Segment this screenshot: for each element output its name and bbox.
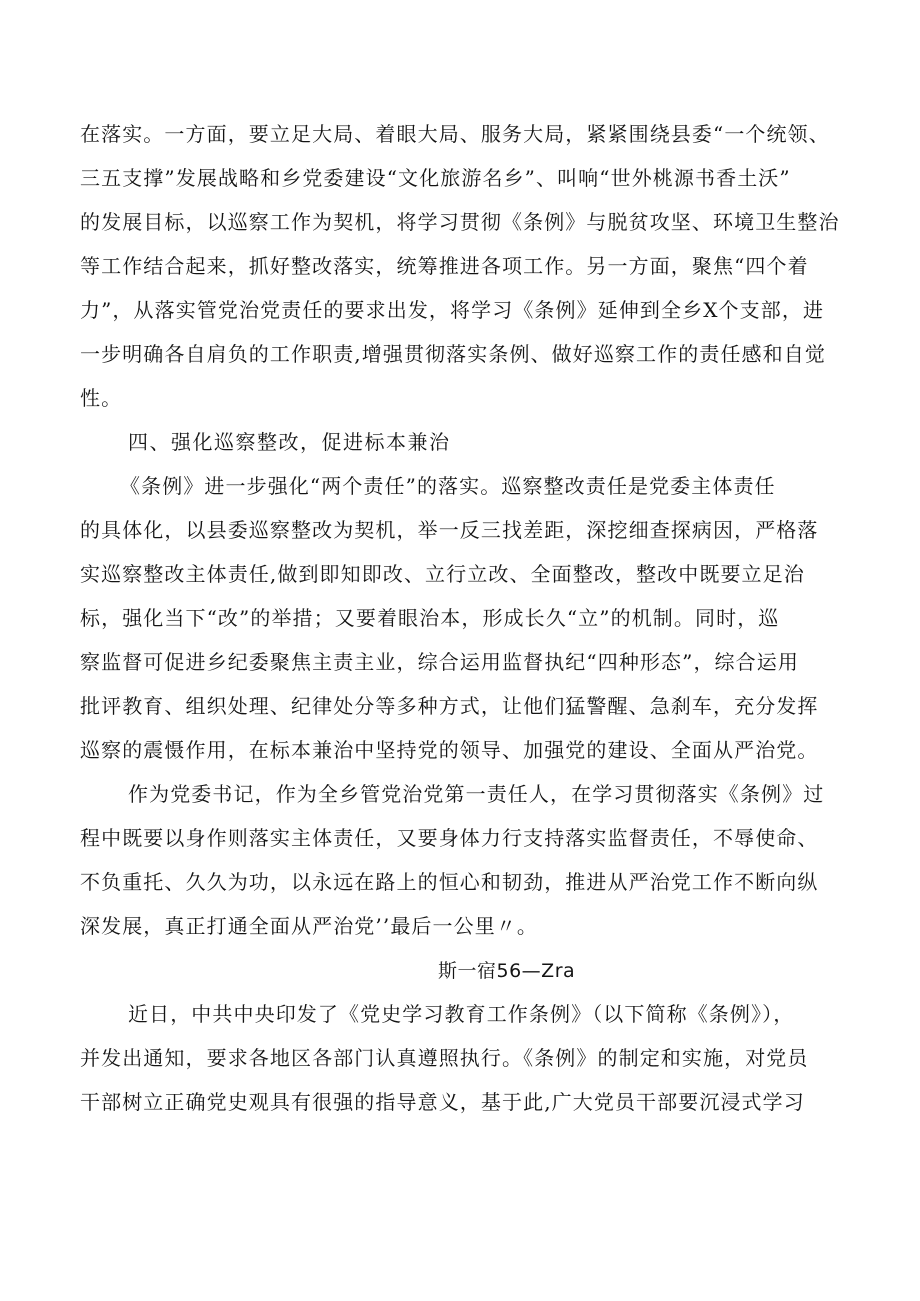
paragraph-line: 性。 [80,386,123,410]
paragraph-line: 的发展目标，以巡察工作为契机，将学习贯彻《条例》与脱贫攻坚、环境卫生整治 [80,210,840,234]
section-divider-label: 斯一宿56—Zra [438,960,576,982]
paragraph-line: 巡察的震慑作用，在标本兼治中坚持党的领导、加强党的建设、全面从严治党。 [80,738,819,762]
paragraph-line: 批评教育、组织处理、纪律处分等多种方式，让他们猛警醒、急刹车，充分发挥 [80,694,819,718]
paragraph-line: 《条例》进一步强化“两个责任”的落实。巡察整改责任是党委主体责任 [120,474,776,498]
paragraph-line: 作为党委书记，作为全乡管党治党第一责任人，在学习贯彻落实《条例》过 [128,782,825,806]
paragraph-line: 标，强化当下“改”的举措；又要着眼治本，形成长久“立”的机制。同时，巡 [80,606,780,630]
paragraph-line: 在落实。一方面，要立足大局、着眼大局、服务大局，紧紧围绕县委“一个统领、 [80,122,830,146]
paragraph-line: 一步明确各自肩负的工作职责,增强贯彻落实条例、做好巡察工作的责任感和自觉 [80,342,826,366]
section-heading: 四、强化巡察整改，促进标本兼治 [128,430,451,454]
paragraph-line: 深发展，真正打通全面从严治党’’最后一公里〃。 [80,914,539,938]
paragraph-line: 近日，中共中央印发了《党史学习教育工作条例》（以下简称《条例》）， [128,1002,795,1026]
paragraph-line: 三五支撑”发展战略和乡党委建设“文化旅游名乡”、叫响“世外桃源书香土沃” [80,166,791,190]
paragraph-line: 并发出通知，要求各地区各部门认真遵照执行。《条例》的制定和实施，对党员 [80,1046,809,1070]
paragraph-line: 实巡察整改主体责任,做到即知即改、立行立改、全面整改，整改中既要立足治 [80,562,805,586]
paragraph-line: 不负重托、久久为功，以永远在路上的恒心和韧劲，推进从严治党工作不断向纵 [80,870,819,894]
paragraph-line: 程中既要以身作则落实主体责任，又要身体力行支持落实监督责任，不辱使命、 [80,826,819,850]
paragraph-line: 的具体化，以县委巡察整改为契机，举一反三找差距，深挖细查探病因，严格落 [80,518,819,542]
paragraph-line: 察监督可促进乡纪委聚焦主责主业，综合运用监督执纪“四种形态”，综合运用 [80,650,799,674]
paragraph-line: 力”，从落实管党治党责任的要求出发，将学习《条例》延伸到全乡X个支部，进 [80,298,825,322]
paragraph-line: 等工作结合起来，抓好整改落实，统筹推进各项工作。另一方面，聚焦“四个着 [80,254,809,278]
paragraph-line: 干部树立正确党史观具有很强的指导意义，基于此,广大党员干部要沉浸式学习 [80,1090,805,1114]
